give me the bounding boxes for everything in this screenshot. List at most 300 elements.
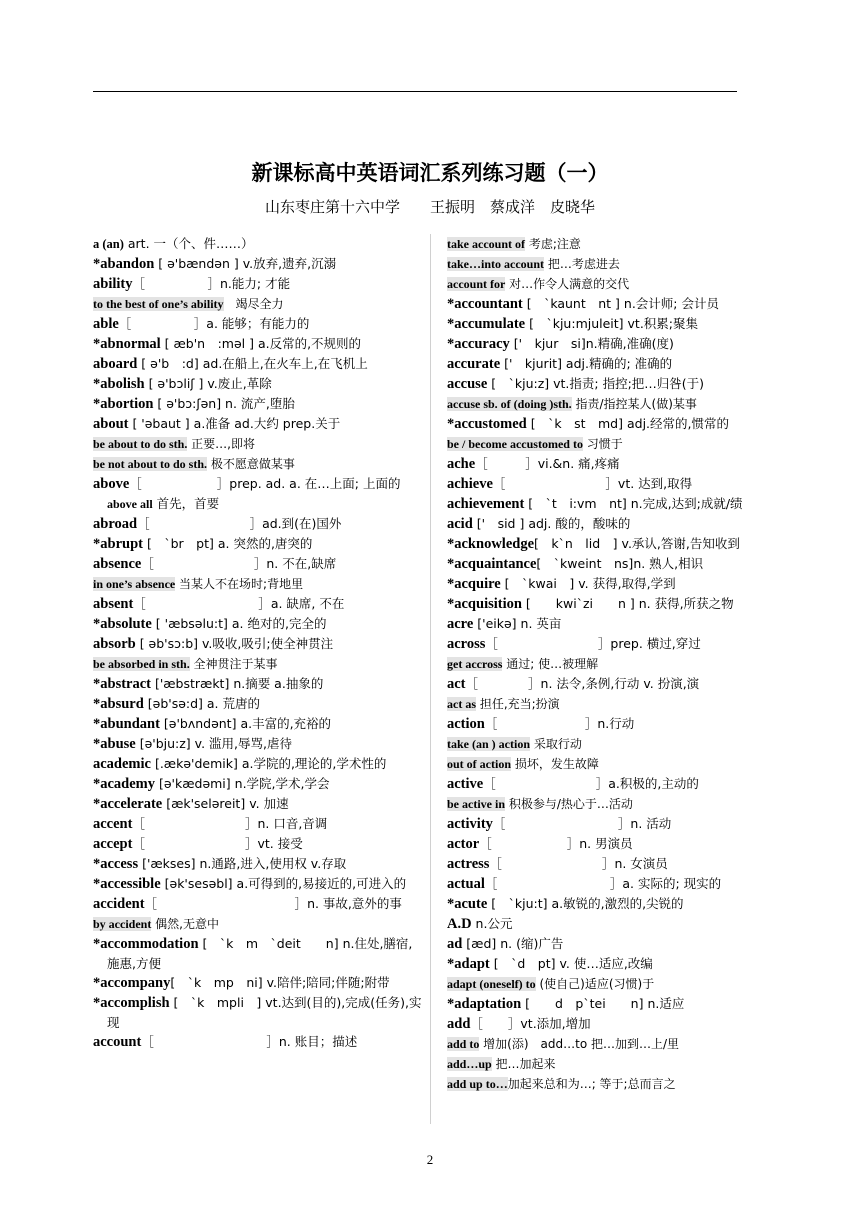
vocab-entry (447, 614, 775, 634)
vocab-entry (447, 694, 775, 714)
vocab-entry (93, 734, 423, 754)
vocab-entry (447, 294, 775, 314)
vocab-entry (447, 754, 775, 774)
vocab-entry (93, 594, 423, 614)
headword: abroad (93, 516, 138, 532)
definition: n. 口音,音调 (257, 816, 328, 831)
definition: a.可得到的,易接近的,可进入的 (232, 876, 407, 891)
definition: n.行动 (597, 716, 635, 731)
vocab-entry (447, 1014, 775, 1034)
headword: *abstract (93, 676, 151, 692)
vocab-entry (447, 954, 775, 974)
right-column (447, 234, 775, 1094)
vocab-entry (93, 914, 423, 934)
definition: v.废止,革除 (203, 376, 272, 391)
definition: 指责/指控某人(做)某事 (571, 397, 697, 411)
definition: n. 账目；描述 (278, 1034, 358, 1049)
page-number: 2 (426, 1152, 434, 1167)
vocab-entry (93, 334, 423, 354)
vocab-entry (93, 514, 423, 534)
headword: *acquaintance (447, 556, 537, 572)
phonetic: ［ ］ (485, 636, 611, 651)
vocab-entry (93, 654, 423, 674)
definition: v.承认,答谢,告知收到 (617, 536, 740, 551)
phonetic: [ kwi`zi n ] (521, 596, 635, 611)
phrase-text: adapt (oneself) to (447, 977, 536, 991)
definition: a.学院的,理论的,学术性的 (237, 756, 387, 771)
phrase-text: be not about to do sth. (93, 457, 208, 471)
phonetic: ［ ］ (489, 856, 615, 871)
headword: *acute (447, 896, 488, 912)
phonetic: [ə'bʌndənt] (159, 716, 237, 731)
headword: *academy (93, 776, 156, 792)
phonetic: ［ ］ (133, 596, 271, 611)
definition: a. 绝对的,完全的 (227, 616, 327, 631)
vocab-entry (93, 794, 423, 814)
definition: n.能力; 才能 (220, 276, 291, 291)
vocab-entry (447, 1034, 775, 1054)
definition: prep. 横过,穿过 (610, 636, 701, 651)
phrase-text: be absorbed in sth. (93, 657, 190, 671)
definition: n.精确,准确(度) (585, 336, 674, 351)
vocab-entry (93, 614, 423, 634)
headword: accent (93, 816, 133, 832)
phonetic: [ 'æbsəlu:t] (151, 616, 228, 631)
vocab-entry (93, 394, 423, 414)
vocab-entry (447, 434, 775, 454)
phrase-text: be / become accustomed to (447, 437, 583, 451)
phonetic: [ `kaunt nt ] (522, 296, 620, 311)
column-divider (430, 234, 431, 1124)
phonetic: [ 'əbaut ] (128, 416, 190, 431)
phonetic: [' sid ] (472, 516, 525, 531)
headword: a (an) (93, 237, 124, 251)
headword: *acquisition (447, 596, 522, 612)
definition: 竭尽全力 (223, 297, 284, 311)
phrase-text: account for (447, 277, 506, 291)
definition: v. 获得,取得,学到 (574, 576, 676, 591)
vocab-entry (447, 794, 775, 814)
definition: 把…考虑进去 (544, 257, 620, 271)
phrase-text: be about to do sth. (93, 437, 188, 451)
phonetic: [ `br pt] (142, 536, 214, 551)
vocab-entry (447, 554, 775, 574)
phrase-text: take…into account (447, 257, 544, 271)
vocab-entry (93, 474, 423, 494)
vocab-entry (93, 814, 423, 834)
vocab-entry (447, 354, 775, 374)
headword: actress (447, 856, 490, 872)
vocab-entry (447, 834, 775, 854)
vocab-entry (93, 934, 423, 973)
definition: 一（个、件……） (149, 236, 254, 251)
definition: v.陪伴;陪同;伴随;附带 (262, 975, 390, 990)
phonetic: [' kjurit] (500, 356, 562, 371)
phonetic: ［ ］ (132, 836, 258, 851)
phonetic: ［ ］ (479, 836, 580, 851)
vocab-entry (93, 554, 423, 574)
definition: 加起来总和为…; 等于;总而言之 (507, 1077, 676, 1091)
vocab-entry (447, 654, 775, 674)
phonetic: [ ə'b :d] (137, 356, 199, 371)
vocab-entry (93, 854, 423, 874)
definition: 担任,充当;扮演 (476, 697, 560, 711)
definition: 全神贯注于某事 (189, 657, 278, 671)
vocab-entry (93, 274, 423, 294)
phonetic: [ `k m `deit n] (198, 936, 339, 951)
definition: adj. 酸的，酸味的 (524, 516, 631, 531)
definition: a.丰富的,充裕的 (236, 716, 332, 731)
headword: able (93, 316, 119, 332)
phonetic: [ `kweint ns] (536, 556, 634, 571)
phonetic: [ əb'sɔ:b] (135, 636, 199, 651)
vocab-entry (447, 574, 775, 594)
phonetic: ［ ］ (492, 816, 631, 831)
definition: n. 事故,意外的事 (307, 896, 402, 911)
headword: action (447, 716, 485, 732)
vocab-entry (447, 514, 775, 534)
definition: adj.精确的; 准确的 (561, 356, 673, 371)
vocab-entry (93, 1032, 423, 1052)
phrase-text: take account of (447, 237, 525, 251)
vocab-entry (93, 574, 423, 594)
definition: n. 获得,所获之物 (634, 596, 734, 611)
vocab-entry (93, 634, 423, 654)
phonetic: ［ ］ (465, 676, 541, 691)
definition: ad.在船上,在火车上,在飞机上 (198, 356, 368, 371)
vocab-entry (93, 434, 423, 454)
headword: *accelerate (93, 796, 163, 812)
vocab-entry (93, 234, 423, 254)
vocab-entry (447, 274, 775, 294)
definition: prep. ad. a. 在…上面; 上面的 (229, 476, 401, 491)
definition: 考虑;注意 (525, 237, 581, 251)
headword: aboard (93, 356, 138, 372)
headword: *abundant (93, 716, 160, 732)
definition: 偶然,无意中 (151, 917, 219, 931)
phonetic: [ `kju:z] (487, 376, 550, 391)
definition: a.准备 ad.大约 prep.关于 (189, 416, 341, 431)
headword: add (447, 1016, 471, 1032)
headword: accuse (447, 376, 488, 392)
definition: vt.达到(目的),完成(任务),实现 (107, 995, 422, 1030)
headword: activity (447, 816, 493, 832)
vocab-entry (93, 254, 423, 274)
vocab-entry (447, 634, 775, 654)
vocab-entry (93, 973, 423, 993)
vocab-entry (93, 534, 423, 554)
headword: account (93, 1034, 142, 1050)
phonetic: ［ ］ (118, 316, 207, 331)
definition: a.积极的,主动的 (608, 776, 699, 791)
headword: *abrupt (93, 536, 143, 552)
headword: actor (447, 836, 480, 852)
phrase-text: to the best of one’s ability (93, 297, 224, 311)
headword: across (447, 636, 486, 652)
definition: v. 加速 (245, 796, 289, 811)
phonetic: [ ə'bændən ] (154, 256, 239, 271)
headword: *accomplish (93, 995, 170, 1011)
definition: 首先，首要 (152, 496, 220, 511)
headword: about (93, 416, 129, 432)
definition: adj.经常的,惯常的 (623, 416, 729, 431)
vocab-entry (447, 874, 775, 894)
phonetic: [ `t i:vm nt] (524, 496, 627, 511)
definition: 极不愿意做某事 (207, 457, 295, 471)
phrase-text: take (an ) action (447, 737, 530, 751)
phonetic: ［ ］ (475, 456, 538, 471)
headword: achieve (447, 476, 493, 492)
definition: a. 缺席, 不在 (270, 596, 345, 611)
definition: n.摘要 a.抽象的 (229, 676, 324, 691)
phrase-text: act as (447, 697, 476, 711)
definition: a.敏锐的,激烈的,尖锐的 (547, 896, 684, 911)
headword: *abolish (93, 376, 145, 392)
definition: v. 使…适应,改编 (555, 956, 653, 971)
definition: 采取行动 (530, 737, 582, 751)
headword: actual (447, 876, 485, 892)
headword: *absolute (93, 616, 152, 632)
phonetic: [ ə'bɔ:ʃən] (153, 396, 222, 411)
headword: active (447, 776, 484, 792)
phonetic: ［ ］ (484, 716, 598, 731)
headword: *accumulate (447, 316, 526, 332)
vocab-entry (93, 694, 423, 714)
vocab-entry (93, 354, 423, 374)
vocab-entry (447, 234, 775, 254)
phonetic: [ə'bju:z] (135, 736, 191, 751)
definition: 把…加起来 (491, 1057, 556, 1071)
definition: n.适应 (643, 996, 685, 1011)
definition: n.公元 (471, 916, 513, 931)
vocab-entry (447, 774, 775, 794)
definition: 习惯于 (582, 437, 623, 451)
headword: A.D (447, 916, 472, 932)
vocab-entry (93, 993, 423, 1032)
phonetic: ［ ］ (144, 896, 308, 911)
vocab-entry (93, 314, 423, 334)
definition: n. 男演员 (579, 836, 633, 851)
phonetic: [ ə'bɔliʃ ] (144, 376, 204, 391)
vocab-entry (447, 994, 775, 1014)
definition: ad.到(在)国外 (262, 516, 342, 531)
phonetic: ［ ］ (483, 776, 609, 791)
definition: 当某人不在场时;背地里 (175, 577, 304, 591)
phonetic: ［ ］ (132, 816, 258, 831)
headword: *adapt (447, 956, 490, 972)
page-title: 新课标高中英语词汇系列练习题（一） (251, 161, 609, 185)
vocab-entry (447, 894, 775, 914)
vocab-entry (447, 334, 775, 354)
headword: *abnormal (93, 336, 161, 352)
headword: *abuse (93, 736, 136, 752)
phonetic: [' kjur si] (509, 336, 586, 351)
phonetic: ['eikə] (473, 616, 517, 631)
definition: 对…作令人满意的交代 (505, 277, 630, 291)
phonetic: [ `kju:mjuleit] (525, 316, 624, 331)
phonetic: [ `d pt] (489, 956, 556, 971)
vocab-entry (447, 254, 775, 274)
definition: n. 熟人,相识 (633, 556, 704, 571)
definition: n.住处,膳宿, 施惠,方便 (107, 936, 413, 971)
phonetic: [æd] (462, 936, 497, 951)
headword: absorb (93, 636, 136, 652)
phrase-text: add up to… (447, 1077, 508, 1091)
vocab-entry (93, 374, 423, 394)
phrase-text: above all (107, 497, 153, 511)
page-subtitle: 山东枣庄第十六中学 王振明 蔡成洋 皮晓华 (264, 198, 595, 216)
definition: vt.指责; 指控;把…归咎(于) (549, 376, 705, 391)
vocab-entry (93, 494, 423, 514)
phonetic: ['æbstrækt] (151, 676, 230, 691)
definition: a. 实际的; 现实的 (622, 876, 722, 891)
headword: acid (447, 516, 473, 532)
definition: 损坏，发生故障 (511, 757, 599, 771)
headword: *acknowledge (447, 536, 534, 552)
phonetic: [ k`n lid ] (534, 536, 618, 551)
definition: v.吸收,吸引;使全神贯注 (198, 636, 334, 651)
vocab-entry (447, 814, 775, 834)
headword: *acquire (447, 576, 501, 592)
phonetic: [.ækə'demik] (150, 756, 238, 771)
phonetic: [ə'kædəmi] (155, 776, 231, 791)
phonetic: [ `kju:t] (487, 896, 548, 911)
phonetic: ［ ］ (137, 516, 263, 531)
headword: accept (93, 836, 133, 852)
phrase-text: in one’s absence (93, 577, 176, 591)
phonetic: ［ ］ (141, 1034, 279, 1049)
headword: *access (93, 856, 139, 872)
headword: accident (93, 896, 145, 912)
definition: n.学院,学术,学会 (230, 776, 330, 791)
definition: a. 能够；有能力的 (206, 316, 310, 331)
headword: *accessible (93, 876, 161, 892)
vocab-entry (93, 454, 423, 474)
headword: *absurd (93, 696, 144, 712)
headword: academic (93, 756, 151, 772)
phonetic: ［ ］ (492, 476, 618, 491)
phonetic: ［ ］ (129, 476, 230, 491)
vocab-entry (447, 1074, 775, 1094)
headword: ad (447, 936, 463, 952)
definition: a. 突然的,唐突的 (213, 536, 313, 551)
phrase-text: get accross (447, 657, 503, 671)
definition: n. 不在,缺席 (266, 556, 337, 571)
vocab-entry (93, 774, 423, 794)
phonetic: [ `k mp ni] (170, 975, 263, 990)
definition: n.会计师; 会计员 (619, 296, 719, 311)
vocab-entry (447, 934, 775, 954)
phrase-text: out of action (447, 757, 511, 771)
definition: vt.添加,增加 (520, 1016, 591, 1031)
vocab-entry (93, 414, 423, 434)
vocab-entry (447, 854, 775, 874)
phonetic: ['ækses] (138, 856, 196, 871)
headword: ache (447, 456, 476, 472)
definition: n. 女演员 (614, 856, 668, 871)
vocab-entry (447, 414, 775, 434)
vocab-entry (447, 374, 775, 394)
vocab-entry (93, 874, 423, 894)
vocab-entry (447, 494, 775, 514)
vocab-entry (447, 734, 775, 754)
vocab-entry (93, 294, 423, 314)
phonetic: [ `k st md] (526, 416, 623, 431)
definition: n.通路,进入,使用权 v.存取 (195, 856, 347, 871)
definition: vt. 达到,取得 (617, 476, 693, 491)
vocab-entry (447, 314, 775, 334)
headword: *accustomed (447, 416, 527, 432)
definition: 正要…,即将 (187, 437, 255, 451)
vocab-entry (447, 914, 775, 934)
vocab-entry (93, 834, 423, 854)
headword: act (447, 676, 466, 692)
definition: v. 滥用,辱骂,虐待 (190, 736, 292, 751)
headword: acre (447, 616, 474, 632)
definition: vt.积累;聚集 (623, 316, 699, 331)
definition: 积极参与/热心于…活动 (505, 797, 633, 811)
vocab-entry (447, 674, 775, 694)
phonetic: [əb'sə:d] (143, 696, 203, 711)
phonetic: [ æb'n :məl ] (160, 336, 254, 351)
phrase-text: be active in (447, 797, 505, 811)
phonetic: [ `kwai ] (500, 576, 575, 591)
left-column (93, 234, 423, 1052)
phrase-text: add…up (447, 1057, 492, 1071)
definition: 通过; 使…被理解 (502, 657, 599, 671)
phrase-text: add to (447, 1037, 480, 1051)
definition: a. 荒唐的 (202, 696, 261, 711)
headword: *abortion (93, 396, 154, 412)
headword: accurate (447, 356, 501, 372)
headword: ability (93, 276, 133, 292)
definition: (使自己)适应(习惯)于 (535, 977, 655, 991)
definition: n. 英亩 (516, 616, 562, 631)
headword: absence (93, 556, 142, 572)
definition: 增加(添) add…to 把…加到…上/里 (479, 1037, 680, 1051)
headword: *accuracy (447, 336, 510, 352)
vocab-entry (447, 454, 775, 474)
definition: vt. 接受 (257, 836, 303, 851)
definition: n. (缩)广告 (496, 936, 564, 951)
phonetic: [ d p`tei n] (521, 996, 644, 1011)
vocab-entry (93, 894, 423, 914)
headword: absent (93, 596, 134, 612)
vocab-entry (447, 394, 775, 414)
phonetic: ［ ］ (484, 876, 623, 891)
phonetic: ［ ］ (141, 556, 267, 571)
vocab-entry (447, 534, 775, 554)
vocab-entry (447, 974, 775, 994)
definition: n. 活动 (630, 816, 672, 831)
definition: n. 流产,堕胎 (221, 396, 295, 411)
definition: n.完成,达到;成就/绩 (626, 496, 743, 511)
headword: *adaptation (447, 996, 522, 1012)
phonetic: ［ ］ (470, 1016, 521, 1031)
vocab-entry (93, 674, 423, 694)
headword: *accommodation (93, 936, 199, 952)
vocab-entry (447, 714, 775, 734)
headword: *accountant (447, 296, 523, 312)
phonetic: ［ ］ (132, 276, 220, 291)
header-rule (93, 91, 737, 92)
vocab-entry (447, 1054, 775, 1074)
phonetic: art. (123, 236, 150, 251)
definition: vi.&n. 痛,疼痛 (537, 456, 620, 471)
definition: n. 法令,条例,行动 v. 扮演,演 (540, 676, 700, 691)
headword: achievement (447, 496, 525, 512)
vocab-entry (447, 594, 775, 614)
